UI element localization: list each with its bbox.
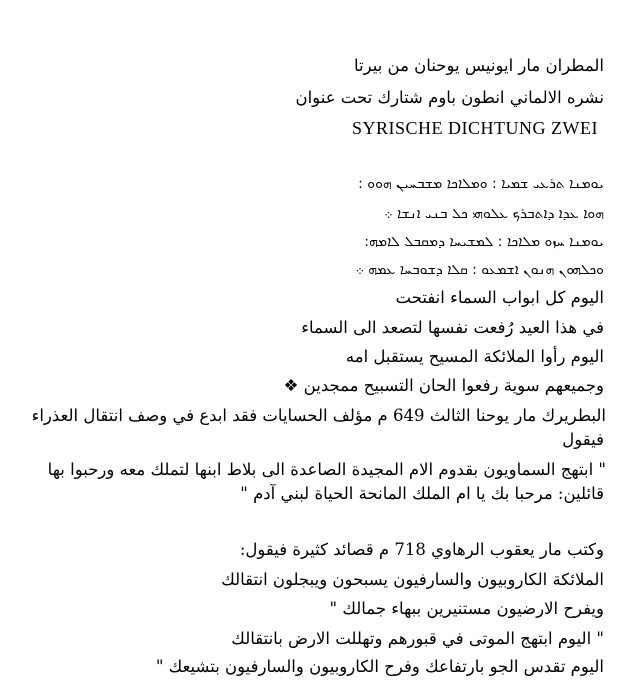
- arabic-verse-3: اليوم رأوا الملائكة المسيح يستقبل امه: [345, 347, 604, 366]
- patriarch-line-1: البطريرك مار يوحنا الثالث 649 م مؤلف الحسايات فقد ابدع في وصف انتقال العذراء: [31, 406, 606, 425]
- quote1-line-2: قائلين: مرحبا بك يا ام الملك المانحة الحياة لبني آدم ": [240, 484, 604, 503]
- syriac-verse-1: ܝܘܡܢܐ ܬܪܥܝ ܫܡܝܐ : ܘܡܠܐܟܐ ܡܫܒܚܝܢ ܗܘܘ :: [358, 176, 604, 192]
- arabic-verse-2: في هذا العيد رُفعت نفسها لتصعد الى السماء: [301, 318, 604, 337]
- syriac-verse-3: ܝܘܡܢܐ ܚܙܘ ܡܠܐܟܐ : ܠܡܫܝܚܐ ܕܡܩܒܠ ܠܐܡܗ:: [364, 234, 604, 250]
- yacoub-line-2: ويفرح الارضيون مستنيرين ببهاء جمالك ": [329, 599, 604, 618]
- yacoub-line-1: الملائكة الكاروبيون والسارفيون يسبحون ويبجلون انتقالك: [221, 570, 604, 589]
- arabic-verse-1: اليوم كل ابواب السماء انفتحت: [395, 288, 604, 307]
- header-line-3-latin-title: SYRISCHE DICHTUNG ZWEI: [352, 118, 598, 138]
- patriarch-line-2: فيقول: [562, 430, 604, 449]
- quote1-line-1: " ابتهج السماويون بقدوم الام المجيدة الصاعدة الى بلاط ابنها لتملك معه ورحبوا بها: [47, 460, 606, 479]
- yacoub-line-4: اليوم تقدس الجو بارتفاعك وفرح الكاروبيون والسارفيون بتشيعك ": [155, 657, 604, 676]
- header-line-1: المطران مار ايونيس يوحنان من بيرتا: [354, 56, 604, 75]
- syriac-verse-4: ܘܟܠܗܘܢ ܗܢܘܢ ܐܫܡܥܘ : ܩܠܐ ܕܫܘܒܚܐ ܥܡܗ ܀: [355, 262, 604, 278]
- arabic-verse-4: وجميعهم سوية رفعوا الحان التسبيح ممجدين ❖: [283, 376, 604, 395]
- syriac-verse-2: ܗܘܐ ܥܕܐ ܕܐܬܒܪܟ ܥܠܘܗܝ ܟܠ ܒܢܝ ܐܢܫܐ ܀: [384, 206, 604, 222]
- yacoub-intro: وكتب مار يعقوب الرهاوي 718 م قصائد كثيرة فيقول:: [239, 540, 604, 559]
- header-line-2: نشره الالماني انطون باوم شتارك تحت عنوان: [295, 88, 604, 107]
- yacoub-line-3: " اليوم ابتهج الموتى في قبورهم وتهللت الارض بانتقالك: [231, 629, 604, 648]
